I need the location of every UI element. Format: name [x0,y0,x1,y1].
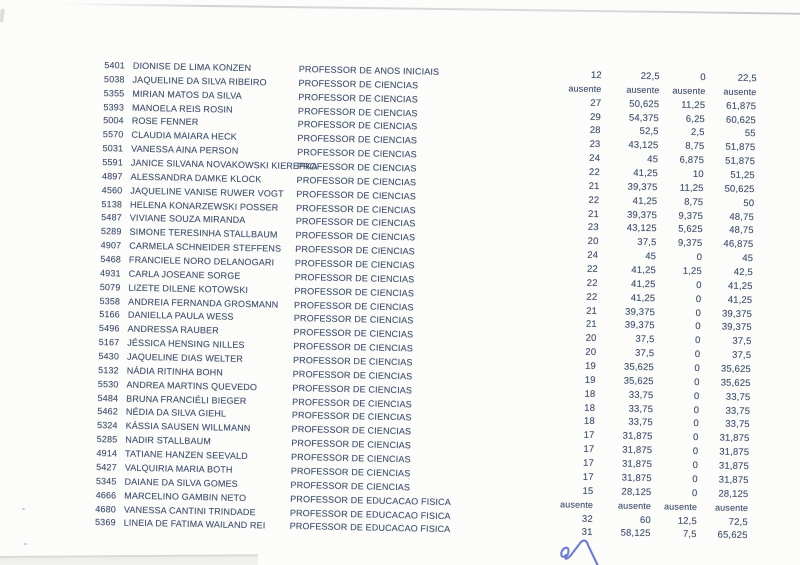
candidate-name: NÁDIA RITINHA BOHN [126,365,224,378]
scan-bottom-left-paper-edge [0,554,258,565]
score-total: 45 [742,253,754,265]
score-extra: 11,25 [681,99,706,111]
score-extra: 1,25 [682,265,702,278]
candidate-id: 4907 [100,240,122,251]
score-total: 31,875 [719,432,750,445]
score-points: 33,75 [628,417,653,429]
score-points: 54,375 [628,112,660,124]
score-total: 48,75 [729,225,754,237]
candidate-id: 5079 [99,281,121,293]
candidate-id: 5324 [96,420,118,431]
score-points: ausente [626,84,660,96]
candidate-role: PROFESSOR DE CIENCIAS [297,147,417,160]
score-total: 55 [744,128,756,140]
score-points: 33,75 [628,389,654,401]
candidate-role: PROFESSOR DE EDUCACAO FISICA [290,493,452,507]
candidate-role: PROFESSOR DE CIENCIAS [293,313,414,326]
candidate-name: CLAUDIA MAIARA HECK [131,129,237,143]
candidate-role: PROFESSOR DE CIENCIAS [295,244,415,257]
score-points: 28,125 [621,486,652,498]
candidate-role: PROFESSOR DE CIENCIAS [296,188,417,202]
score-count: 17 [583,443,595,456]
candidate-id: 4560 [101,184,123,196]
score-total: 48,75 [729,211,755,223]
score-count: 21 [585,319,597,331]
score-points: 41,25 [633,167,658,180]
candidate-role: PROFESSOR DE CIENCIAS [297,133,418,146]
candidate-name: JANICE SILVANA NOVAKOWSKI KIEREPKA [130,157,318,172]
score-points: 35,625 [623,375,654,388]
candidate-role: PROFESSOR DE EDUCACAO FISICA [289,507,451,521]
score-count: 22 [586,263,598,276]
score-count: 18 [583,416,595,428]
candidate-id: 5345 [95,475,117,487]
candidate-id: 4666 [95,489,117,501]
candidate-name: BRUNA FRANCIÉLI BIEGER [126,393,247,406]
scan-left-edge-mark [0,9,5,22]
candidate-id: 5285 [96,434,118,445]
candidate-name: LIZETE DILENE KOTOWSKI [128,282,249,295]
score-points: 35,625 [623,361,655,374]
score-count: 21 [588,180,600,192]
score-extra: 0 [694,363,701,375]
score-total: 51,875 [725,141,756,154]
score-points: 58,125 [620,527,651,540]
candidate-name: ANDREA MARTINS QUEVEDO [126,379,258,392]
candidate-name: VALQUIRIA MARIA BOTH [124,462,233,475]
score-count: 31 [581,527,593,539]
score-extra: ausente [663,501,698,512]
candidate-name: MANOELA REIS ROSIN [131,102,233,115]
candidate-name: MIRIAN MATOS DA SILVA [132,88,242,101]
candidate-role: PROFESSOR DE CIENCIAS [292,354,413,368]
candidate-role: PROFESSOR DE CIENCIAS [290,451,411,465]
score-points: 31,875 [621,458,653,471]
candidate-role: PROFESSOR DE CIENCIAS [295,216,416,229]
score-total: 60,625 [725,114,757,126]
candidate-name: VANESSA CANTINI TRINDADE [123,504,256,517]
score-extra: 0 [694,335,701,347]
score-count: 24 [587,249,599,262]
score-points: 31,875 [621,472,652,485]
candidate-name: SIMONE TERESINHA STALLBAUM [129,226,278,240]
score-extra: 0 [694,376,700,389]
score-total: 65,625 [717,529,748,542]
score-total: 51,875 [724,155,756,168]
score-count: 32 [581,513,593,525]
score-count: 22 [586,291,598,303]
candidate-role: PROFESSOR DE CIENCIAS [291,438,412,451]
scan-speck [24,543,27,545]
candidate-name: HELENA KONARZEWSKI POSSER [129,199,279,213]
score-extra: 0 [694,349,701,361]
score-extra: 2,5 [690,127,705,139]
score-total: 37,5 [732,336,752,348]
candidate-name: ANDRESSA RAUBER [127,323,219,336]
score-points: 37,5 [635,334,655,346]
candidate-role: PROFESSOR DE CIENCIAS [291,424,412,437]
score-total: 22,5 [737,72,757,85]
candidate-id: 4931 [99,267,121,279]
score-count: 15 [582,485,594,497]
candidate-id: 5462 [97,406,119,417]
score-total: 50 [743,197,755,209]
candidate-role: PROFESSOR DE EDUCACAO FISICA [289,521,451,535]
score-total: ausente [714,502,749,513]
score-points: 43,125 [626,223,657,235]
candidate-id: 5401 [104,60,125,71]
score-extra: 0 [692,432,699,444]
score-total: 33,75 [725,419,750,431]
candidate-name: TATIANE HANZEN SEEVALD [124,448,248,462]
score-count: ausente [568,83,602,94]
candidate-role: PROFESSOR DE CIENCIAS [293,341,414,354]
candidate-role: PROFESSOR DE CIENCIAS [296,160,417,174]
score-total: 31,875 [718,460,750,473]
candidate-name: FRANCIELE NORO DELANOGARI [128,254,275,268]
score-count: 24 [589,153,601,165]
candidate-id: 5132 [98,364,119,376]
candidate-id: 5358 [99,295,121,307]
candidate-name: JAQUELINE DIAS WELTER [126,351,244,364]
score-count: 17 [582,457,595,470]
score-points: 22,5 [640,70,660,83]
score-points: 41,25 [630,278,656,291]
score-points: 39,375 [624,320,655,332]
candidate-id: 5484 [97,392,119,404]
score-count: 29 [589,111,602,123]
score-count: 22 [588,194,600,206]
score-points: 31,875 [622,444,653,457]
score-points: 50,625 [629,98,660,110]
score-points: 41,25 [630,292,656,304]
candidate-role: PROFESSOR DE CIENCIAS [292,382,413,396]
score-total: 31,875 [719,446,750,459]
candidate-id: 4897 [101,170,123,182]
score-points: 45 [647,154,659,166]
score-total: 51,25 [730,169,755,182]
score-points: 60 [639,514,651,526]
candidate-name: CARMELA SCHNEIDER STEFFENS [129,240,282,254]
score-extra: 0 [695,307,702,319]
score-points: 41,25 [631,264,656,277]
score-total: 41,25 [727,280,753,293]
scan-top-edge-line [58,3,800,14]
candidate-name: NÉDIA DA SILVA GIEHL [125,407,227,420]
candidate-name: JAQUELINE DA SILVA RIBEIRO [132,74,267,88]
candidate-role: PROFESSOR DE CIENCIAS [290,479,411,493]
candidate-id: 5355 [103,87,125,99]
candidate-id: 5427 [96,461,117,473]
pen-squiggle-mark [552,536,614,565]
score-points: 45 [645,251,657,263]
candidate-name: ANDREIA FERNANDA GROSMANN [128,296,279,310]
score-count: 12 [590,69,602,82]
candidate-role: PROFESSOR DE ANOS INICIAIS [298,64,440,77]
score-total: 50,625 [724,183,755,196]
score-extra: 0 [692,460,699,472]
candidate-id: 5570 [102,129,124,140]
score-count: 20 [585,333,597,345]
candidate-role: PROFESSOR DE CIENCIAS [293,327,414,340]
score-points: 39,375 [626,209,658,221]
candidate-role: PROFESSOR DE CIENCIAS [297,119,418,132]
candidate-role: PROFESSOR DE CIENCIAS [296,174,417,188]
candidate-id: 5496 [98,323,120,334]
score-extra: 11,25 [679,182,704,195]
score-points: 33,75 [628,403,654,415]
score-count: 23 [587,222,599,234]
candidate-id: 5138 [101,198,123,210]
score-count: 20 [585,346,597,359]
score-count: 18 [584,388,596,400]
candidate-id: 4680 [95,503,117,514]
score-total: 42,5 [733,266,753,279]
score-count: 21 [586,305,598,317]
score-count: 22 [588,166,600,179]
score-total: 35,625 [720,377,751,390]
candidate-name: CARLA JOSEANE SORGE [128,268,241,281]
score-extra: 8,75 [684,196,704,208]
score-points: 39,375 [624,306,656,318]
candidate-name: KÁSSIA SAUSEN WILLMANN [125,420,251,434]
candidate-name: DIONISE DE LIMA KONZEN [132,60,252,74]
score-extra: 0 [695,321,701,333]
candidate-name: MARCELINO GAMBIN NETO [124,490,247,503]
score-total: 28,125 [718,488,749,500]
candidate-role: PROFESSOR DE CIENCIAS [295,230,416,243]
score-count: 18 [584,402,596,414]
candidate-name: VANESSA AINA PERSON [131,143,239,156]
score-extra: 9,375 [677,237,703,250]
score-points: 41,25 [632,195,658,207]
score-total: 46,875 [723,238,754,251]
score-extra: 12,5 [677,515,697,527]
score-count: 27 [590,97,602,109]
candidate-role: PROFESSOR DE CIENCIAS [298,77,419,91]
score-total: 72,5 [728,516,748,528]
scan-top-edge-line-2 [520,9,800,15]
candidate-name: ALESSANDRA DAMKE KLOCK [130,171,262,185]
candidate-id: 5430 [98,351,120,362]
candidate-name: DANIELLA PAULA WESS [127,310,234,323]
score-points: 37,5 [637,237,657,249]
score-total: 39,375 [721,308,753,320]
candidate-name: LINEIA DE FATIMA WAILAND REI [123,517,266,531]
candidate-name: VIVIANE SOUZA MIRANDA [129,213,246,226]
candidate-id: 5166 [99,309,120,320]
score-total: 35,625 [720,363,752,376]
candidate-id: 5530 [97,378,119,390]
candidate-role: PROFESSOR DE CIENCIAS [298,91,419,105]
score-total: ausente [723,86,757,98]
score-total: 37,5 [731,349,752,362]
score-total: 31,875 [718,474,749,487]
candidate-role: PROFESSOR DE CIENCIAS [292,368,413,382]
results-table [0,58,800,545]
score-extra: 0 [700,72,706,84]
candidate-role: PROFESSOR DE CIENCIAS [290,465,411,479]
score-extra: 0 [692,473,698,486]
score-points: ausente [617,500,652,511]
score-extra: 6,875 [679,154,705,167]
score-total: 61,875 [726,100,757,112]
candidate-name: ROSE FENNER [131,116,199,128]
candidate-id: 5038 [103,73,125,85]
score-points: 39,375 [627,181,658,194]
score-total: 41,25 [727,294,753,306]
score-count: 22 [586,277,598,289]
candidate-name: DAIANE DA SILVA GOMES [124,476,238,489]
score-extra: 5,625 [678,224,703,236]
candidate-id: 5468 [100,254,122,265]
candidate-role: PROFESSOR DE CIENCIAS [294,285,415,299]
score-extra: 8,75 [685,141,705,153]
candidate-id: 4914 [96,448,118,459]
candidate-role: PROFESSOR DE CIENCIAS [294,299,414,312]
candidate-role: PROFESSOR DE CIENCIAS [292,396,412,409]
score-extra: 0 [696,252,703,264]
candidate-id: 5393 [103,101,125,113]
candidate-id: 5031 [102,143,124,154]
score-count: 19 [584,374,596,386]
score-extra: 9,375 [678,210,704,222]
score-count: ausente [559,498,594,510]
score-count: 23 [589,139,601,151]
score-extra: 0 [693,390,700,402]
score-count: 28 [589,125,601,137]
candidate-role: PROFESSOR DE CIENCIAS [291,410,412,423]
score-count: 17 [583,430,595,442]
candidate-role: PROFESSOR DE CIENCIAS [295,202,416,215]
score-extra: 0 [696,279,702,292]
candidate-role: PROFESSOR DE CIENCIAS [294,271,415,285]
score-points: 43,125 [628,139,659,152]
score-total: 39,375 [721,322,752,334]
score-points: 37,5 [634,347,655,360]
score-extra: 0 [693,404,700,416]
candidate-id: 5167 [98,337,120,348]
candidate-name: NADIR STALLBAUM [125,434,212,447]
score-extra: 7,5 [682,529,697,541]
candidate-id: 5369 [94,517,116,528]
score-count: 17 [582,471,594,483]
score-extra: 6,25 [685,113,706,125]
candidate-id: 5487 [101,212,122,223]
candidate-id: 5591 [102,157,124,168]
score-count: 21 [588,208,600,220]
score-extra: 0 [692,446,699,458]
score-points: 52,5 [639,126,659,138]
score-extra: 10 [692,168,704,181]
score-count: 20 [587,236,599,248]
score-extra: 0 [695,293,702,305]
candidate-id: 5289 [100,226,122,237]
candidate-role: PROFESSOR DE CIENCIAS [297,105,418,118]
score-extra: 0 [691,487,698,499]
score-total: 33,75 [725,391,751,403]
candidate-name: JAQUELINE VANISE RUWER VOGT [130,185,284,199]
score-total: 33,75 [725,405,751,417]
candidate-role: PROFESSOR DE CIENCIAS [294,257,415,271]
score-count: 19 [584,360,597,373]
score-extra: ausente [672,85,706,97]
score-points: 31,875 [622,430,653,443]
candidate-id: 5004 [103,115,124,126]
score-extra: 0 [693,418,699,430]
candidate-name: JÉSSICA HENSING NILLES [127,337,245,351]
